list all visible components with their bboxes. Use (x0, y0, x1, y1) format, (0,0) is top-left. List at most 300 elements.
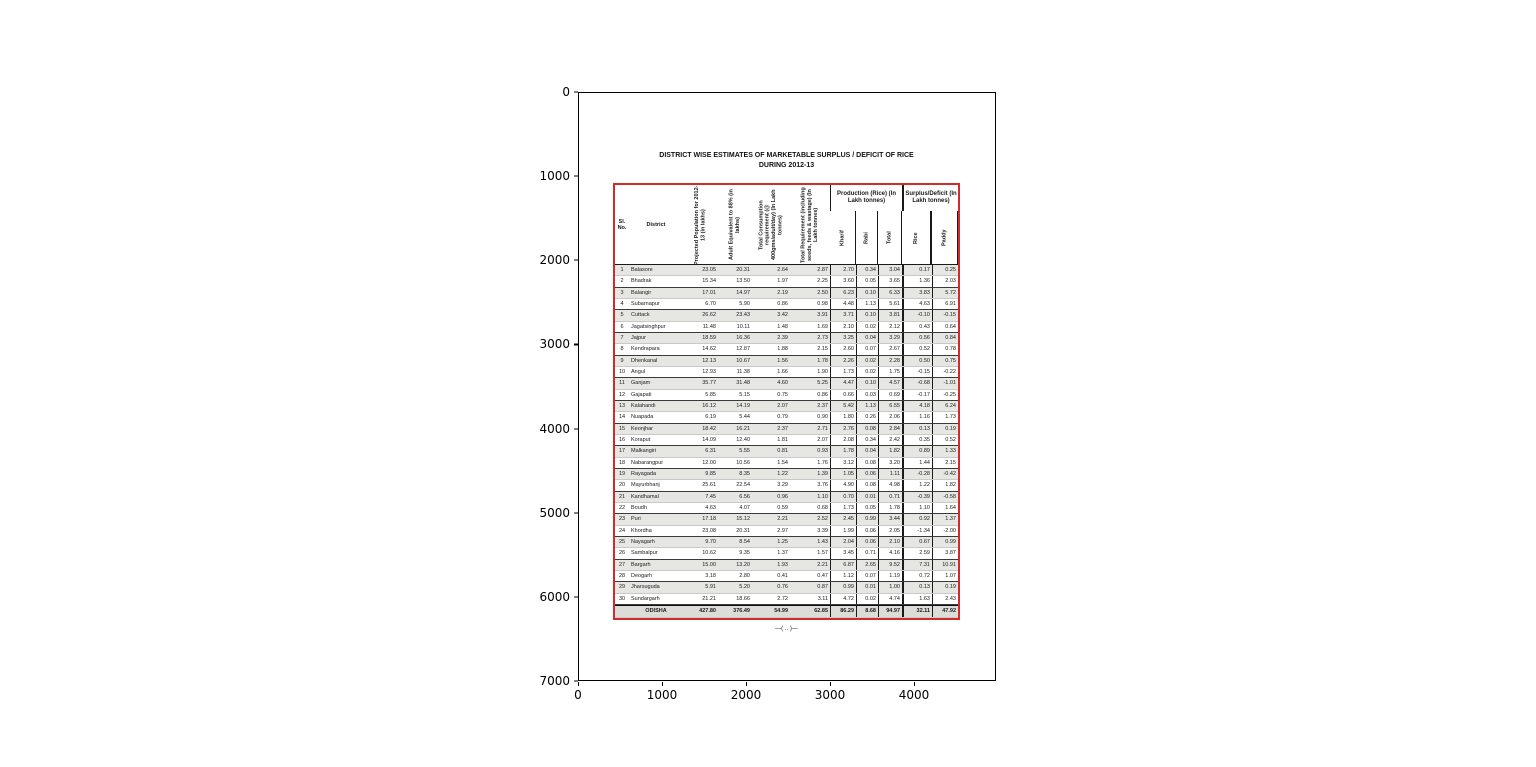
cell-district: Malkangiri (631, 448, 657, 455)
cell-total-requirement: 2.50 (817, 289, 828, 296)
cell-kharif: 4.47 (830, 378, 856, 388)
cell-rabi: 0.04 (856, 333, 878, 343)
cell-total-requirement: 62.85 (814, 608, 828, 615)
table-row (615, 594, 958, 605)
cell-surplus-paddy: 10.91 (932, 560, 958, 570)
cell-rabi: 1.13 (856, 299, 878, 309)
table-row (615, 492, 958, 503)
rice-surplus-table (613, 183, 960, 620)
cell-kharif: 4.48 (830, 299, 856, 309)
cell-surplus-paddy: 6.24 (932, 401, 958, 411)
cell-projected-population: 12.13 (702, 357, 716, 364)
cell-projected-population: 18.59 (702, 335, 716, 342)
cell-projected-population: 6.31 (705, 448, 716, 455)
cell-total-requirement: 3.76 (817, 482, 828, 489)
cell-surplus-rice: 0.13 (902, 424, 932, 434)
cell-rabi: 0.02 (856, 367, 878, 377)
cell-total-requirement: 1.78 (817, 357, 828, 364)
cell-total-requirement: 0.93 (817, 448, 828, 455)
cell-projected-population: 5.91 (705, 584, 716, 591)
cell-adult-equivalent: 10.56 (736, 459, 750, 466)
cell-adult-equivalent: 6.56 (739, 493, 750, 500)
cell-surplus-paddy: 1.82 (932, 480, 958, 490)
cell-projected-population: 26.62 (702, 312, 716, 319)
cell-total: 0.71 (878, 492, 902, 502)
y-tick-label: 6000 (539, 589, 570, 604)
cell-total: 2.12 (878, 322, 902, 332)
cell-rabi: 0.99 (856, 514, 878, 524)
cell-total: 3.04 (878, 265, 902, 275)
cell-surplus-rice: 7.31 (902, 560, 932, 570)
cell-rabi: 0.34 (856, 265, 878, 275)
y-tick-label: 0 (562, 85, 570, 99)
cell-total-consumption: 0.75 (777, 391, 788, 398)
cell-kharif: 3.45 (830, 548, 856, 558)
cell-surplus-paddy: 1.37 (932, 514, 958, 524)
cell-surplus-paddy: -2.00 (932, 526, 958, 536)
cell-total-consumption: 0.81 (777, 448, 788, 455)
cell-sl-no: 27 (618, 561, 626, 568)
cell-total-requirement: 0.68 (817, 505, 828, 512)
cell-surplus-paddy: 1.07 (932, 571, 958, 581)
cell-total-consumption: 1.88 (777, 346, 788, 353)
table-row (615, 333, 958, 344)
cell-rabi: 0.10 (856, 378, 878, 388)
cell-projected-population: 14.62 (702, 346, 716, 353)
cell-district: Balangir (631, 289, 652, 296)
cell-surplus-paddy: -0.58 (932, 492, 958, 502)
cell-kharif: 2.70 (830, 265, 856, 275)
cell-kharif: 2.60 (830, 344, 856, 354)
cell-projected-population: 3.18 (705, 573, 716, 580)
header-projected-population: Projected Population for 2012-13 (in lakhs) (694, 185, 707, 265)
cell-total-requirement: 2.52 (817, 516, 828, 523)
cell-surplus-rice: 4.18 (902, 401, 932, 411)
cell-total-requirement: 1.57 (817, 550, 828, 557)
y-tick-label: 4000 (539, 421, 570, 436)
cell-projected-population: 14.09 (702, 437, 716, 444)
cell-sl-no: 19 (618, 471, 626, 478)
cell-total: 94.97 (878, 606, 902, 617)
cell-surplus-rice: 0.67 (902, 537, 932, 547)
header-rice: Rice (902, 211, 932, 265)
cell-kharif: 86.29 (830, 606, 856, 617)
cell-total: 4.57 (878, 378, 902, 388)
cell-kharif: 2.04 (830, 537, 856, 547)
cell-surplus-rice: -0.15 (902, 367, 932, 377)
table-row (615, 367, 958, 378)
cell-surplus-rice: 0.72 (902, 571, 932, 581)
cell-rabi: 0.01 (856, 582, 878, 592)
cell-rabi: 0.05 (856, 503, 878, 513)
cell-adult-equivalent: 9.35 (739, 550, 750, 557)
cell-kharif: 1.73 (830, 367, 856, 377)
cell-total-requirement: 1.10 (817, 493, 828, 500)
table-row (615, 446, 958, 457)
cell-total-consumption: 2.72 (777, 595, 788, 602)
cell-rabi: 0.07 (856, 571, 878, 581)
cell-total: 1.82 (878, 446, 902, 456)
table-row (615, 401, 958, 412)
cell-district: Kendrapara (631, 346, 660, 353)
cell-adult-equivalent: 16.36 (736, 335, 750, 342)
cell-district: Kalahandi (631, 403, 656, 410)
cell-adult-equivalent: 12.87 (736, 346, 750, 353)
cell-total-consumption: 2.21 (777, 516, 788, 523)
cell-projected-population: 10.62 (702, 550, 716, 557)
cell-surplus-rice: 0.50 (902, 356, 932, 366)
header-total-requirement: Total Requirement (including seeds, feeds & wastage) (In Lakh tonnes) (800, 187, 820, 263)
cell-total-consumption: 4.60 (777, 380, 788, 387)
y-tick-mark (574, 176, 578, 177)
cell-adult-equivalent: 10.11 (736, 323, 750, 330)
cell-surplus-paddy: 1.73 (932, 412, 958, 422)
cell-sl-no: 29 (618, 584, 626, 591)
cell-surplus-rice: -0.17 (902, 390, 932, 400)
cell-surplus-paddy: 0.52 (932, 435, 958, 445)
cell-total: 0.69 (878, 390, 902, 400)
cell-projected-population: 15.34 (702, 278, 716, 285)
cell-projected-population: 12.93 (702, 369, 716, 376)
cell-total: 2.42 (878, 435, 902, 445)
cell-total-consumption: 1.37 (777, 550, 788, 557)
table-row (615, 344, 958, 355)
cell-total: 5.61 (878, 299, 902, 309)
cell-adult-equivalent: 20.31 (736, 267, 750, 274)
cell-rabi: 0.34 (856, 435, 878, 445)
cell-rabi: 2.65 (856, 560, 878, 570)
cell-kharif: 3.71 (830, 310, 856, 320)
cell-rabi: 0.02 (856, 322, 878, 332)
cell-total-requirement: 2.15 (817, 346, 828, 353)
cell-district: Balasore (631, 267, 653, 274)
cell-district: Nuapada (631, 414, 654, 421)
cell-total-requirement: 1.39 (817, 471, 828, 478)
cell-total-consumption: 1.22 (777, 471, 788, 478)
cell-surplus-rice: 1.10 (902, 503, 932, 513)
cell-projected-population: 6.19 (705, 414, 716, 421)
cell-sl-no: 18 (618, 459, 626, 466)
cell-rabi: 0.10 (856, 288, 878, 298)
cell-district: Bargarh (631, 561, 651, 568)
cell-projected-population: 17.18 (702, 516, 716, 523)
cell-district: Jagatsinghpur (631, 323, 666, 330)
cell-projected-population: 23.05 (702, 267, 716, 274)
cell-rabi: 8.68 (856, 606, 878, 617)
cell-surplus-paddy: 6.91 (932, 299, 958, 309)
cell-total-requirement: 0.90 (817, 414, 828, 421)
cell-surplus-paddy: 0.19 (932, 582, 958, 592)
cell-rabi: 0.26 (856, 412, 878, 422)
cell-kharif: 6.87 (830, 560, 856, 570)
cell-surplus-paddy: 1.33 (932, 446, 958, 456)
cell-surplus-rice: 3.83 (902, 288, 932, 298)
cell-sl-no: 6 (620, 323, 624, 330)
cell-kharif: 1.78 (830, 446, 856, 456)
cell-surplus-paddy: -1.01 (932, 378, 958, 388)
table-row (615, 458, 958, 469)
cell-adult-equivalent: 15.12 (736, 516, 750, 523)
cell-adult-equivalent: 10.67 (736, 357, 750, 364)
cell-surplus-rice: 4.63 (902, 299, 932, 309)
cell-surplus-paddy: -0.25 (932, 390, 958, 400)
x-tick-label: 3000 (814, 688, 846, 702)
cell-surplus-rice: 0.13 (902, 582, 932, 592)
cell-kharif: 3.25 (830, 333, 856, 343)
header-total-consumption: Total Consumption requirement (@ 400gms/adult/day) (In Lakh tonnes) (758, 189, 784, 261)
cell-total: 1.78 (878, 503, 902, 513)
x-tick-mark (746, 682, 747, 686)
x-tick-mark (578, 682, 579, 686)
cell-kharif: 0.99 (830, 582, 856, 592)
cell-projected-population: 5.85 (705, 391, 716, 398)
cell-rabi: 0.06 (856, 537, 878, 547)
cell-kharif: 2.10 (830, 322, 856, 332)
cell-district: Gajapati (631, 391, 652, 398)
cell-adult-equivalent: 22.54 (736, 482, 750, 489)
cell-surplus-paddy: -0.22 (932, 367, 958, 377)
table-row (615, 265, 958, 276)
cell-total-consumption: 0.79 (777, 414, 788, 421)
cell-sl-no: 1 (620, 267, 624, 274)
cell-sl-no: 4 (620, 301, 624, 308)
cell-surplus-paddy: 0.84 (932, 333, 958, 343)
cell-surplus-rice: 0.92 (902, 514, 932, 524)
cell-total: 3.20 (878, 458, 902, 468)
cell-total-consumption: 0.86 (777, 301, 788, 308)
cell-district: Dhenkanal (631, 357, 658, 364)
cell-total-requirement: 2.87 (817, 267, 828, 274)
cell-adult-equivalent: 2.80 (739, 573, 750, 580)
cell-total: 2.06 (878, 412, 902, 422)
cell-adult-equivalent: 5.20 (739, 584, 750, 591)
table-row (615, 378, 958, 389)
table-row (615, 514, 958, 525)
x-tick-label: 0 (574, 688, 582, 702)
cell-adult-equivalent: 13.20 (736, 561, 750, 568)
cell-surplus-rice: 0.52 (902, 344, 932, 354)
cell-total-requirement: 3.11 (817, 595, 828, 602)
cell-sl-no: 14 (618, 414, 626, 421)
cell-total-requirement: 2.25 (817, 278, 828, 285)
cell-adult-equivalent: 5.55 (739, 448, 750, 455)
y-tick-mark (574, 344, 578, 345)
y-tick-label: 5000 (539, 505, 570, 520)
cell-sl-no (615, 606, 629, 617)
cell-kharif: 1.12 (830, 571, 856, 581)
cell-adult-equivalent: 12.40 (736, 437, 750, 444)
cell-surplus-paddy: 0.64 (932, 322, 958, 332)
cell-district: Boudh (631, 505, 647, 512)
table-body (615, 265, 958, 618)
cell-district: Nayagarh (631, 539, 655, 546)
y-tick-mark (574, 596, 578, 597)
cell-sl-no: 17 (618, 448, 626, 455)
cell-sl-no: 11 (619, 380, 625, 387)
cell-kharif: 6.23 (830, 288, 856, 298)
cell-adult-equivalent: 5.44 (739, 414, 750, 421)
cell-sl-no: 23 (618, 516, 626, 523)
cell-rabi: 0.03 (856, 390, 878, 400)
cell-total-requirement: 2.71 (817, 425, 828, 432)
cell-surplus-paddy: 2.03 (932, 276, 958, 286)
table-row (615, 435, 958, 446)
cell-district: Koraput (631, 437, 651, 444)
y-tick-mark (574, 260, 578, 261)
cell-rabi: 0.08 (856, 480, 878, 490)
table-row (615, 480, 958, 491)
header-surplus-group: Surplus/Deficit (In Lakh tonnes) (902, 185, 958, 211)
cell-projected-population: 17.01 (702, 289, 716, 296)
cell-adult-equivalent: 8.54 (739, 539, 750, 546)
table-row (615, 582, 958, 593)
table-row (615, 356, 958, 367)
table-row (615, 571, 958, 582)
cell-sl-no: 24 (618, 527, 626, 534)
cell-surplus-rice: 1.63 (902, 594, 932, 604)
table-row (615, 288, 958, 299)
cell-total-consumption: 1.66 (777, 369, 788, 376)
cell-surplus-rice: 1.16 (902, 412, 932, 422)
cell-adult-equivalent: 376.49 (733, 608, 750, 615)
header-total: Total (878, 211, 902, 265)
table-row (615, 310, 958, 321)
cell-rabi: 1.13 (856, 401, 878, 411)
table-header (615, 185, 958, 265)
cell-sl-no: 20 (618, 482, 626, 489)
cell-surplus-paddy: 0.19 (932, 424, 958, 434)
y-tick-mark (574, 92, 578, 93)
cell-district: Bhadrak (631, 278, 652, 285)
cell-total-requirement: 2.21 (817, 561, 828, 568)
cell-projected-population: 6.70 (705, 301, 716, 308)
cell-adult-equivalent: 5.90 (739, 301, 750, 308)
cell-district: Ganjam (631, 380, 651, 387)
cell-kharif: 2.45 (830, 514, 856, 524)
x-tick-label: 2000 (730, 688, 762, 702)
cell-total-requirement: 2.73 (817, 335, 828, 342)
cell-surplus-rice: 2.59 (902, 548, 932, 558)
cell-kharif: 2.76 (830, 424, 856, 434)
table-row (615, 503, 958, 514)
cell-district: Rayagada (631, 471, 657, 478)
cell-total: 1.11 (878, 469, 902, 479)
cell-adult-equivalent: 16.21 (736, 425, 750, 432)
cell-sl-no: 3 (620, 289, 624, 296)
cell-kharif: 1.05 (830, 469, 856, 479)
cell-total-consumption: 2.97 (777, 527, 788, 534)
cell-surplus-rice: -1.34 (902, 526, 932, 536)
cell-total-consumption: 1.25 (777, 539, 788, 546)
cell-surplus-rice: -0.39 (902, 492, 932, 502)
table-row (615, 412, 958, 423)
cell-total-consumption: 1.81 (777, 437, 788, 444)
x-tick-mark (830, 682, 831, 686)
cell-total-consumption: 3.42 (777, 312, 788, 319)
cell-sl-no: 15 (618, 425, 626, 432)
cell-district: Subarnapur (631, 301, 660, 308)
cell-total-requirement: 1.43 (817, 539, 828, 546)
cell-surplus-paddy: 2.43 (932, 594, 958, 604)
cell-total-requirement: 0.87 (817, 584, 828, 591)
cell-projected-population: 15.00 (702, 561, 716, 568)
cell-surplus-paddy: -0.42 (932, 469, 958, 479)
cell-rabi: 0.71 (856, 548, 878, 558)
cell-total-consumption: 2.64 (777, 267, 788, 274)
table-row (615, 469, 958, 480)
cell-district: Angul (631, 369, 646, 376)
cell-total-consumption: 0.41 (777, 573, 788, 580)
table-row (615, 424, 958, 435)
cell-projected-population: 23.08 (702, 527, 716, 534)
cell-total-requirement: 2.07 (817, 437, 828, 444)
cell-total-consumption: 2.37 (777, 425, 788, 432)
page-number-caption: —( .. )— (775, 626, 798, 632)
cell-total: 2.10 (878, 537, 902, 547)
cell-sl-no: 30 (618, 595, 626, 602)
cell-district: Cuttack (631, 312, 650, 319)
cell-kharif: 1.73 (830, 503, 856, 513)
x-tick-mark (914, 682, 915, 686)
cell-adult-equivalent: 14.97 (736, 289, 750, 296)
cell-kharif: 3.12 (830, 458, 856, 468)
cell-surplus-paddy: 0.78 (932, 344, 958, 354)
cell-kharif: 2.26 (830, 356, 856, 366)
cell-rabi: 0.08 (856, 424, 878, 434)
cell-kharif: 0.66 (830, 390, 856, 400)
header-adult-equivalent: Adult Equivalent to 88% (in lakhs) (728, 189, 741, 261)
cell-projected-population: 4.63 (705, 505, 716, 512)
cell-sl-no: 2 (620, 278, 624, 285)
cell-district: Deogarh (631, 573, 653, 580)
cell-district: Nabarangpur (631, 459, 664, 466)
cell-total-requirement: 1.69 (817, 323, 828, 330)
cell-total-consumption: 1.93 (777, 561, 788, 568)
cell-sl-no: 8 (620, 346, 624, 353)
x-tick-label: 1000 (646, 688, 678, 702)
cell-district: Jajpur (631, 335, 646, 342)
cell-projected-population: 12.00 (702, 459, 716, 466)
cell-rabi: 0.06 (856, 526, 878, 536)
cell-sl-no: 21 (618, 493, 626, 500)
cell-kharif: 2.08 (830, 435, 856, 445)
cell-adult-equivalent: 18.66 (736, 595, 750, 602)
cell-district: Keonjhar (631, 425, 654, 432)
table-row (615, 526, 958, 537)
cell-total-consumption: 2.39 (777, 335, 788, 342)
cell-kharif: 3.60 (830, 276, 856, 286)
cell-district: Jharsuguda (631, 584, 660, 591)
cell-surplus-rice: 1.22 (902, 480, 932, 490)
cell-total: 1.00 (878, 582, 902, 592)
cell-rabi: 0.06 (856, 469, 878, 479)
cell-rabi: 0.07 (856, 344, 878, 354)
cell-rabi: 0.05 (856, 276, 878, 286)
cell-kharif: 4.90 (830, 480, 856, 490)
cell-district: Sambalpur (631, 550, 658, 557)
cell-total-consumption: 1.56 (777, 357, 788, 364)
cell-rabi: 0.08 (856, 458, 878, 468)
cell-surplus-rice: 0.17 (902, 265, 932, 275)
cell-total-requirement: 3.91 (817, 312, 828, 319)
cell-rabi: 0.02 (856, 594, 878, 604)
cell-total-requirement: 0.86 (817, 391, 828, 398)
x-tick-mark (662, 682, 663, 686)
cell-district: Sundargarh (631, 595, 660, 602)
cell-kharif: 4.72 (830, 594, 856, 604)
cell-total-consumption: 2.07 (777, 403, 788, 410)
cell-rabi: 0.01 (856, 492, 878, 502)
